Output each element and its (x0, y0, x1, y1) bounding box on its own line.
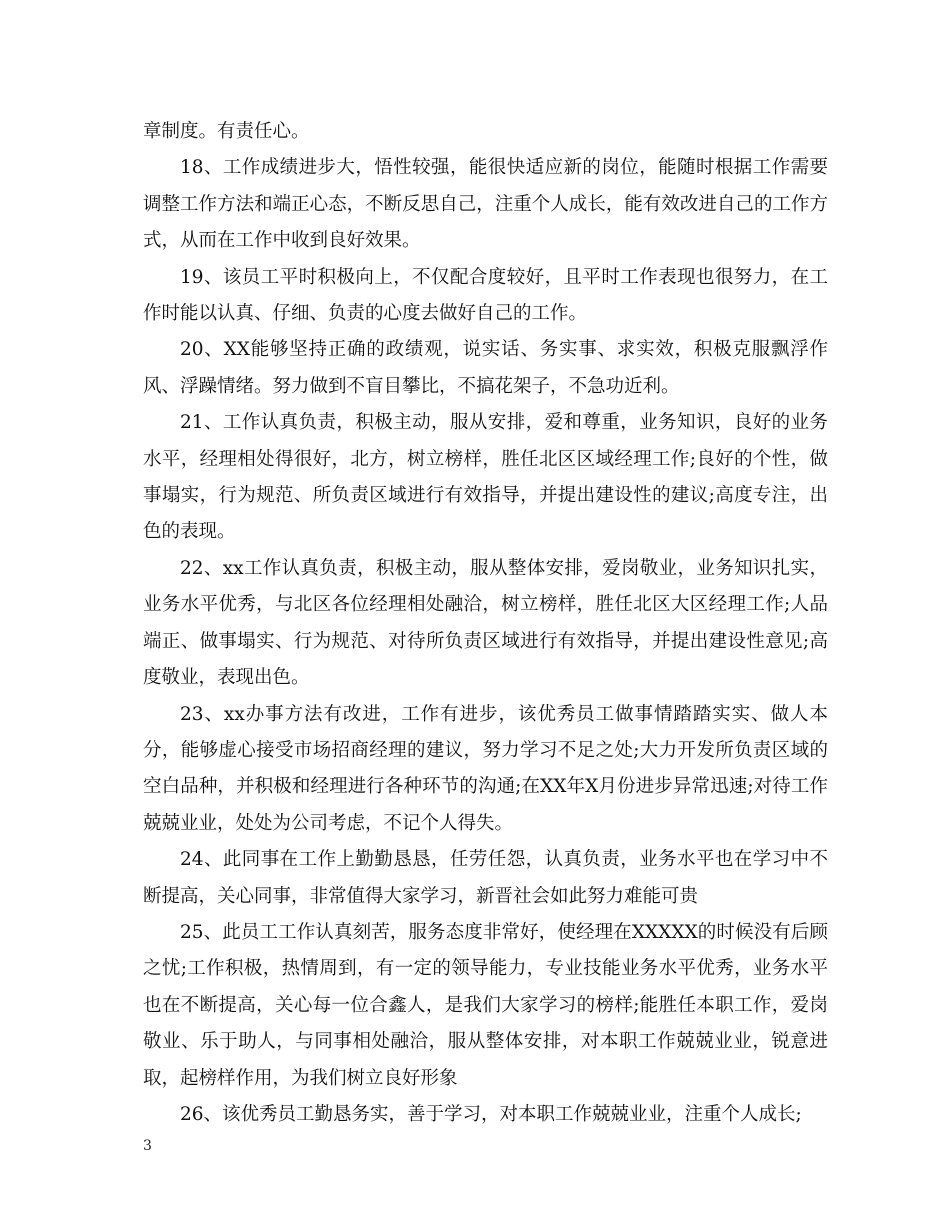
paragraph-item-23: 23、xx办事方法有改进，工作有进步，该优秀员工做事情踏踏实实、做人本分，能够虚心接受市场招商经理的建议，努力学习不足之处;大力开发所负责区域的空白品种，并积极和经理进行各种环节的沟通;在XX年X月份进步异常迅速;对待工作兢兢业业，处处为公司考虑，不记个人得失。 (143, 703, 828, 834)
paragraph-item-25: 25、此员工工作认真刻苦，服务态度非常好，使经理在XXXXX的时候没有后顾之忧;工作积极，热情周到，有一定的领导能力，专业技能业务水平优秀，业务水平也在不断提高，关心每一位合鑫人，是我们大家学习的榜样;能胜任本职工作，爱岗敬业、乐于助人，与同事相处融洽，服从整体安排，对本职工作兢兢业业，锐意进取，起榜样作用，为我们树立良好形象 (143, 921, 828, 1089)
paragraph-item-22: 22、xx工作认真负责，积极主动，服从整体安排，爱岗敬业，业务知识扎实，业务水平优秀，与北区各位经理相处融洽，树立榜样，胜任北区大区经理工作;人品端正、做事塌实、行为规范、对待所负责区域进行有效指导，并提出建设性意见;高度敬业，表现出色。 (143, 557, 828, 689)
paragraph-item-26: 26、该优秀员工勤恳务实，善于学习，对本职工作兢兢业业，注重个人成长; (180, 1103, 802, 1125)
paragraph-item-19: 19、该员工平时积极向上，不仅配合度较好，且平时工作表现也很努力，在工作时能以认真、仔细、负责的心度去做好自己的工作。 (143, 266, 828, 325)
document-body (143, 114, 828, 1133)
paragraph-item-20: 20、XX能够坚持正确的政绩观，说实话、务实事、求实效，积极克服飘浮作风、浮躁情绪。努力做到不盲目攀比，不搞花架子，不急功近利。 (143, 339, 828, 397)
paragraph-item-21: 21、工作认真负责，积极主动，服从安排，爱和尊重，业务知识，良好的业务水平，经理相处得很好，北方，树立榜样，胜任北区区域经理工作;良好的个性，做事塌实，行为规范、所负责区域进行有效指导，并提出建设性的建议;高度专注，出色的表现。 (143, 412, 828, 543)
paragraph-continuation: 章制度。有责任心。 (143, 121, 310, 142)
paragraph-item-18: 18、工作成绩进步大，悟性较强，能很快适应新的岗位，能随时根据工作需要调整工作方法和端正心态，不断反思自己，注重个人成长，能有效改进自己的工作方式，从而在工作中收到良好效果。 (143, 157, 828, 252)
page-number: 3 (143, 1138, 152, 1154)
paragraph-item-24: 24、此同事在工作上勤勤恳恳，任劳任怨，认真负责，业务水平也在学习中不断提高，关心同事，非常值得大家学习，新晋社会如此努力难能可贵 (143, 849, 828, 907)
